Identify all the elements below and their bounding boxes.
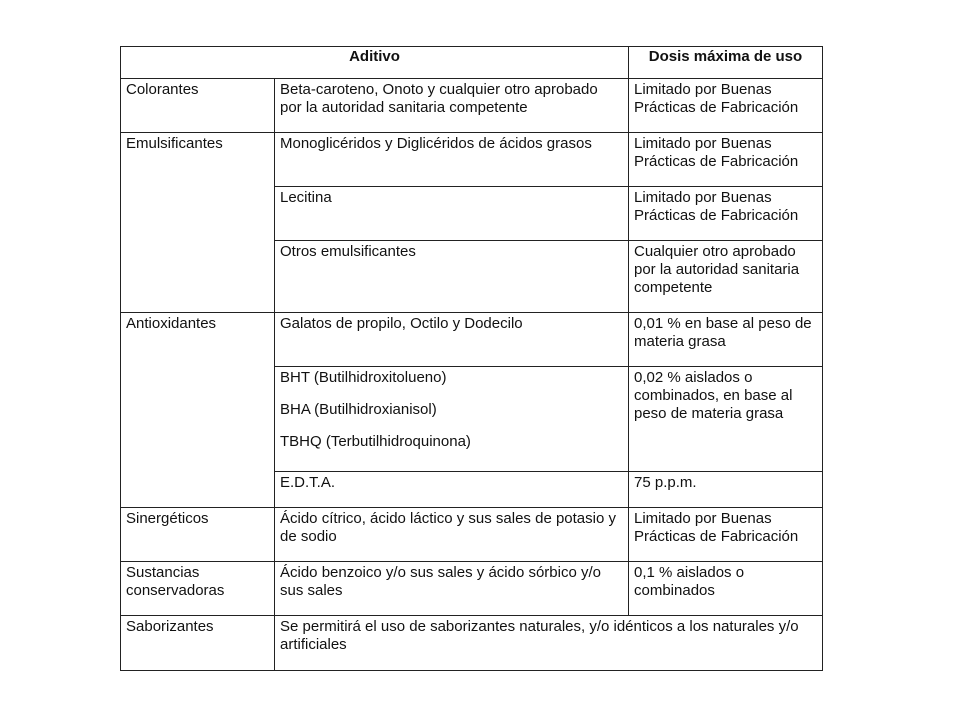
category-cell: Emulsificantes [121,133,275,313]
dose-cell: Limitado por Buenas Prácticas de Fabricación [629,133,823,187]
dose-cell: 0,01 % en base al peso de materia grasa [629,313,823,367]
dose-cell: Limitado por Buenas Prácticas de Fabricación [629,187,823,241]
additive-cell: E.D.T.A. [275,472,629,508]
header-aditivo: Aditivo [121,47,629,79]
additive-line: TBHQ (Terbutilhidroquinona) [280,433,471,450]
additive-cell: Se permitirá el uso de saborizantes naturales, y/o idénticos a los naturales y/o artificiales [275,616,823,671]
category-cell: Colorantes [121,79,275,133]
additive-cell: Galatos de propilo, Octilo y Dodecilo [275,313,629,367]
header-dosis: Dosis máxima de uso [629,47,823,79]
dose-cell: Cualquier otro aprobado por la autoridad sanitaria competente [629,241,823,313]
header-row [121,47,823,79]
additive-cell: Otros emulsificantes [275,241,629,313]
table-row [121,133,823,187]
table-row [121,562,823,616]
additive-cell: Ácido benzoico y/o sus sales y ácido sórbico y/o sus sales [275,562,629,616]
category-cell: Saborizantes [121,616,275,671]
additive-line: BHA (Butilhidroxianisol) [280,401,437,418]
table-row [121,313,823,367]
dose-cell: 0,02 % aislados o combinados, en base al peso de materia grasa [629,367,823,472]
dose-cell: 75 p.p.m. [629,472,823,508]
category-cell: Antioxidantes [121,313,275,508]
dose-cell: 0,1 % aislados o combinados [629,562,823,616]
additives-table [120,46,823,671]
additive-cell: Beta-caroteno, Onoto y cualquier otro aprobado por la autoridad sanitaria competente [275,79,629,133]
dose-cell: Limitado por Buenas Prácticas de Fabricación [629,79,823,133]
table-row [121,616,823,671]
additive-cell: Ácido cítrico, ácido láctico y sus sales de potasio y de sodio [275,508,629,562]
table-row [121,79,823,133]
additive-cell: Lecitina [275,187,629,241]
additive-cell [275,367,629,472]
table-row [121,508,823,562]
additive-line: BHT (Butilhidroxitolueno) [280,369,447,386]
additive-cell: Monoglicéridos y Diglicéridos de ácidos grasos [275,133,629,187]
category-cell: Sinergéticos [121,508,275,562]
dose-cell: Limitado por Buenas Prácticas de Fabricación [629,508,823,562]
category-cell: Sustancias conservadoras [121,562,275,616]
